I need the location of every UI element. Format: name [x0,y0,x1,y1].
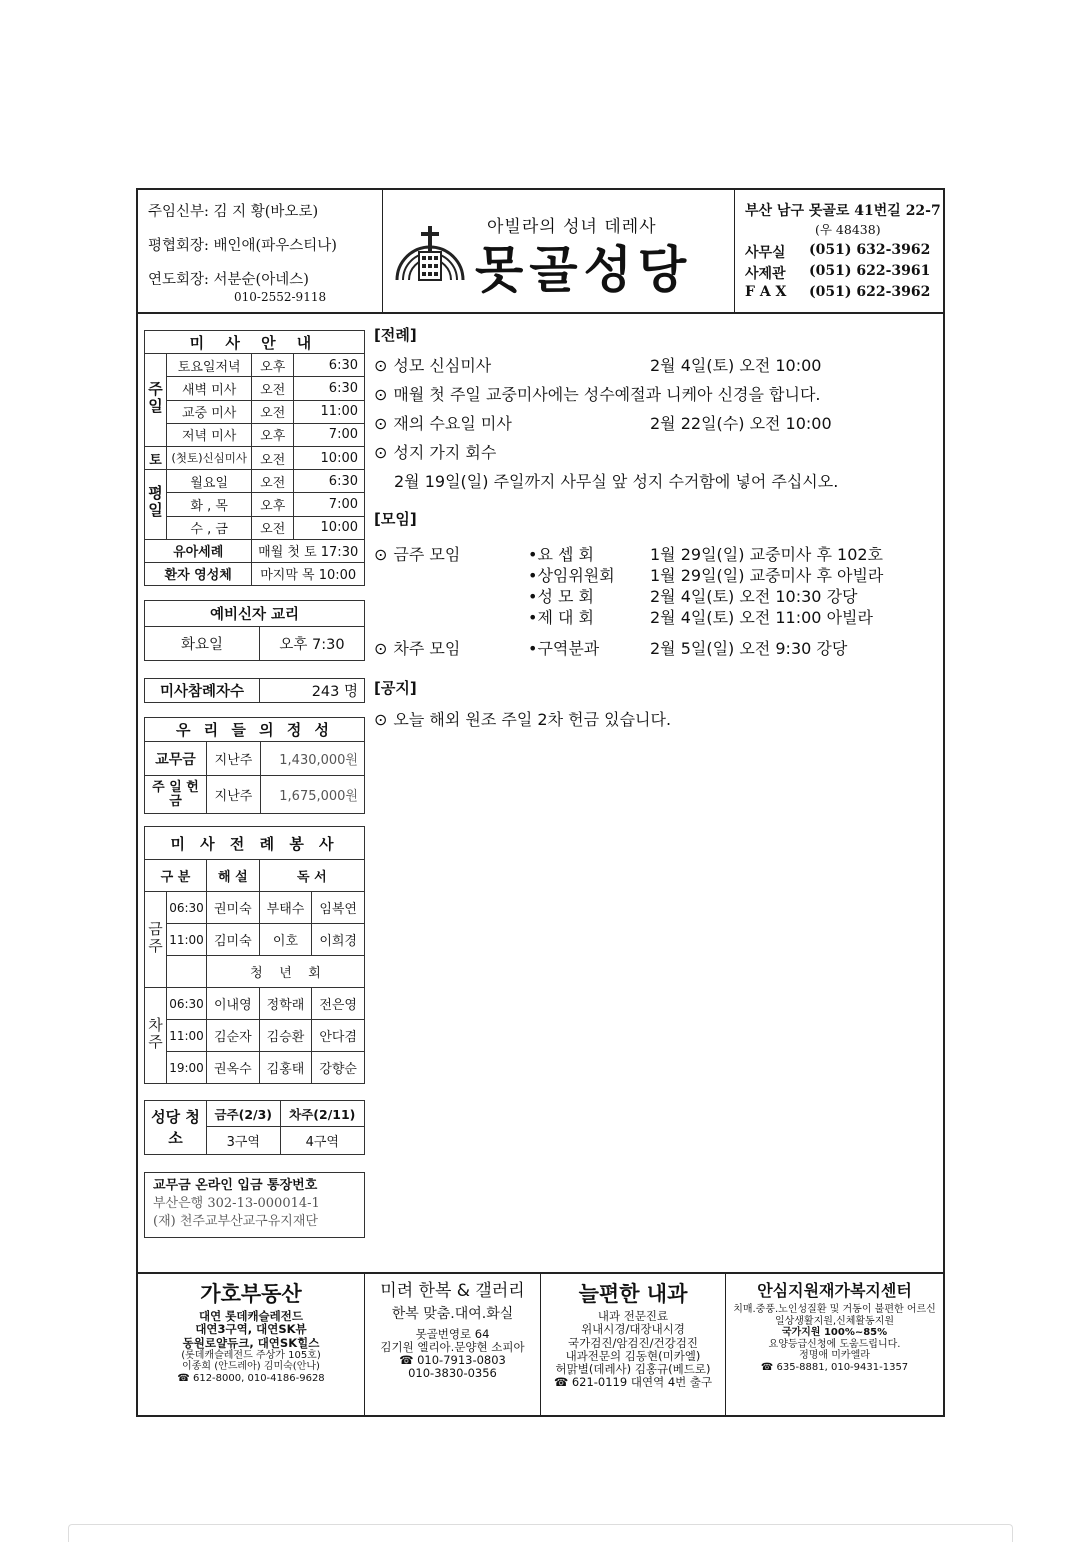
server-commentator: 김순자 [207,1020,260,1052]
meeting-name: •상임위원회 [528,566,615,585]
sunday-collection-label: 주 일 헌 금 [145,776,207,814]
pastor-label: 주임신부: [148,204,209,220]
offering-table [144,717,365,814]
bank-account-box [144,1172,365,1238]
offering-amount: 1,675,000원 [261,776,365,814]
cleaning-next-head: 차주(2/11) [280,1101,364,1127]
server-time: 06:30 [167,892,207,924]
mass-time: 10:00 [294,516,365,539]
server-commentator: 이내영 [207,988,260,1020]
meeting-name: •제 대 회 [528,608,594,627]
liturgy-item: ⊙ 재의 수요일 미사 [374,411,512,434]
ad-line: 치매.중풍.노인성질환 및 거동이 불편한 어르신 [733,1304,936,1316]
council-label: 평협회장: [148,238,209,254]
youth-group-label: 청 년 회 [207,956,365,988]
mass-table-title: 미 사 안 내 [145,331,365,354]
ad-line: 010-3830-0356 [408,1366,497,1381]
address: 부산 남구 못골로 41번길 22-7 [745,203,941,219]
title-panel [383,190,735,312]
ad-hanbok [365,1274,541,1417]
server-reader-1: 김홍태 [259,1052,312,1084]
church-logo-icon [395,222,465,282]
liturgy-date: 2월 22일(수) 오전 10:00 [650,414,832,433]
meeting-when: 2월 4일(토) 오전 11:00 아빌라 [650,608,873,627]
mass-time: 6:30 [294,354,365,377]
cleaning-this-area: 3구역 [207,1127,281,1155]
ad-line: 정명애 미카엘라 [799,1350,870,1362]
ad-title: 안심지원재가복지센터 [757,1281,912,1300]
legion-phone: 010-2552-9118 [234,290,327,304]
liturgy-detail: 2월 19일(일) 주일까지 사무실 앞 성지 수거함에 넣어 주십시오. [394,472,839,491]
infant-baptism-label: 유아세례 [145,539,252,562]
bank-holder: (재) 천주교부산교구유지재단 [153,1214,318,1230]
server-time: 11:00 [167,924,207,956]
ad-line: 김기원 엘리아.문양현 소피아 [380,1339,525,1354]
meeting-name: •성 모 회 [528,587,594,606]
mass-time: 10:00 [294,446,365,469]
catechism-time: 오후 7:30 [260,627,365,661]
contact-number: (051) 622-3961 [809,263,931,279]
mass-time: 11:00 [294,400,365,423]
ad-line: ☎ 621-0119 대연역 4번 출구 [553,1375,713,1390]
server-reader-1: 김승환 [259,1020,312,1052]
server-time: 11:00 [167,1020,207,1052]
next-page-edge [68,1524,1013,1542]
church-name: 못골성당 [475,241,693,299]
next-week-label: 차주 [146,1016,164,1051]
col-division: 구 분 [145,860,207,892]
church-due-label: 교무금 [145,742,207,776]
mass-ampm: 오전 [252,446,294,469]
meeting-when: 1월 29일(일) 교중미사 후 102호 [650,545,884,564]
meeting-name: •구역분과 [528,639,600,658]
server-reader-1: 정학래 [259,988,312,1020]
mass-name: 교중 미사 [167,400,252,423]
mass-name: (첫토)신심미사 [167,446,252,469]
ad-welfare-center [726,1274,943,1417]
ad-line: 동원로얄듀크, 대연SK힐스 [182,1335,320,1350]
ad-realestate [138,1274,365,1417]
sick-communion-value: 마지막 목 10:00 [252,562,365,585]
pastor-name: 김 지 황(바오로) [213,204,319,220]
server-commentator: 김미숙 [207,924,260,956]
infant-baptism-value: 매월 첫 토 17:30 [252,539,365,562]
sick-communion-label: 환자 영성체 [145,562,252,585]
contact-number: (051) 622-3962 [809,284,931,300]
ad-line: 국가지원 100%~85% [781,1327,888,1339]
ad-line: 이종희 (안드레아) 김미숙(안나) [182,1361,320,1373]
ad-line: 한복 맞춤.대여.화실 [391,1305,514,1322]
ad-clinic [541,1274,726,1417]
servers-title: 미 사 전 례 봉 사 [145,827,365,860]
council-name: 배인애(파우스티나) [213,238,337,254]
contact-number: (051) 632-3962 [809,242,931,258]
contact-label: 사제관 [745,266,786,282]
liturgy-item: ⊙ 성지 가지 회수 [374,440,496,463]
mass-time: 6:30 [294,470,365,493]
mass-name: 화 , 목 [167,493,252,516]
sunday-label: 주일 [146,381,164,416]
col-commentator: 해 설 [207,860,260,892]
mass-time: 7:00 [294,493,365,516]
weekday-label: 평일 [146,485,164,520]
server-reader-2: 안다겸 [312,1020,365,1052]
server-commentator: 권옥수 [207,1052,260,1084]
this-week-label: 금주 [146,920,164,955]
col-reader: 독 서 [259,860,364,892]
liturgy-item: ⊙ 매월 첫 주일 교중미사에는 성수예절과 니케아 신경을 합니다. [374,382,821,405]
ad-line: 대연 롯데캐슬레전드 [199,1309,303,1324]
leaders-panel [138,190,383,312]
liturgy-servers-table [144,826,365,1084]
contact-label: F A X [745,284,787,300]
mass-ampm: 오전 [252,377,294,400]
offering-title: 우 리 들 의 정 성 [145,718,365,742]
server-reader-2: 임복연 [312,892,365,924]
meeting-when: 2월 4일(토) 오전 10:30 강당 [650,587,858,606]
offering-period: 지난주 [207,742,261,776]
mass-ampm: 오전 [252,470,294,493]
bank-account: 부산은행 302-13-000014-1 [153,1196,320,1212]
offering-amount: 1,430,000원 [261,742,365,776]
meeting-when: 1월 29일(일) 교중미사 후 아빌라 [650,566,884,585]
liturgy-section-title: [전례] [374,326,417,344]
sponsor-ads [138,1272,943,1417]
meeting-name: •요 셉 회 [528,545,594,564]
bulletin-page [136,188,945,1417]
mass-name: 수 , 금 [167,516,252,539]
mass-ampm: 오전 [252,400,294,423]
contact-panel [735,190,943,312]
server-reader-2: 이희경 [312,924,365,956]
ad-line: 허맑별(데레사) 김홍규(베드로) [555,1362,711,1377]
ad-line: 내과전문의 김동현(미카엘) [565,1348,701,1363]
mass-ampm: 오후 [252,493,294,516]
mass-ampm: 오후 [252,354,294,377]
ad-line: ☎ 635-8881, 010-9431-1357 [760,1361,909,1373]
cleaning-label: 성당 청소 [145,1101,207,1155]
ad-title: 가호부동산 [200,1282,302,1306]
ad-line: 못골번영로 64 [415,1326,490,1341]
bank-title: 교무금 온라인 입금 통장번호 [153,1178,318,1193]
attendance-label: 미사참례자수 [145,679,260,703]
catechism-title: 예비신자 교리 [145,601,365,627]
attendance-value: 243 명 [260,679,365,703]
ad-line: 대연3구역, 대연SK뷰 [195,1322,307,1337]
legion-label: 연도회장: [148,272,209,288]
zip-code: (우 48438) [815,222,881,237]
legion-name: 서분순(아네스) [213,272,309,288]
contact-label: 사무실 [745,245,786,261]
ad-line: 국가검진/암검진/건강검진 [568,1335,698,1350]
server-commentator: 권미숙 [207,892,260,924]
notice-section-title: [공지] [374,679,417,697]
liturgy-item: ⊙ 성모 신심미사 [374,353,491,376]
bulletin-header [138,190,943,314]
catechism-table [144,600,365,661]
cleaning-this-head: 금주(2/3) [207,1101,281,1127]
next-week-meetings-label: ⊙ 차주 모임 [374,636,460,659]
mass-ampm: 오후 [252,423,294,446]
mass-name: 토요일저녁 [167,354,252,377]
mass-name: 월요일 [167,470,252,493]
server-reader-2: 전은영 [312,988,365,1020]
ad-line: 요양등급신청에 도움드립니다. [768,1338,901,1350]
notice-item: ⊙ 오늘 해외 원조 주일 2차 헌금 있습니다. [374,707,671,730]
mass-ampm: 오전 [252,516,294,539]
meeting-section-title: [모임] [374,510,417,528]
mass-time: 6:30 [294,377,365,400]
offering-period: 지난주 [207,776,261,814]
patron-subtitle: 아빌라의 성녀 데레사 [487,217,657,237]
meeting-when: 2월 5일(일) 오전 9:30 강당 [650,639,848,658]
server-reader-2: 강향순 [312,1052,365,1084]
ad-title: 미려 한복 & 갤러리 [380,1281,525,1301]
catechism-day: 화요일 [145,627,260,661]
mass-time: 7:00 [294,423,365,446]
ad-line: 위내시경/대장내시경 [581,1322,685,1337]
ad-line: 내과 전문진료 [597,1309,669,1324]
liturgy-date: 2월 4일(토) 오전 10:00 [650,356,822,375]
mass-schedule-table [144,330,365,586]
cleaning-table [144,1100,365,1155]
server-reader-1: 부태수 [259,892,312,924]
this-week-meetings-label: ⊙ 금주 모임 [374,542,460,565]
mass-name: 저녁 미사 [167,423,252,446]
ad-title: 늘편한 내과 [578,1282,688,1306]
server-reader-1: 이호 [259,924,312,956]
ad-line: (롯데캐슬레전드 주상가 105호) [181,1349,321,1361]
cleaning-next-area: 4구역 [280,1127,364,1155]
ad-line: ☎ 010-7913-0803 [399,1353,506,1368]
server-time: 19:00 [167,1052,207,1084]
server-time: 06:30 [167,988,207,1020]
attendance-table [144,678,365,703]
ad-line: ☎ 612-8000, 010-4186-9628 [177,1372,325,1384]
mass-name: 새벽 미사 [167,377,252,400]
ad-line: 일상생활지원,신체활동지원 [774,1315,895,1327]
saturday-label: 토 [145,446,167,469]
